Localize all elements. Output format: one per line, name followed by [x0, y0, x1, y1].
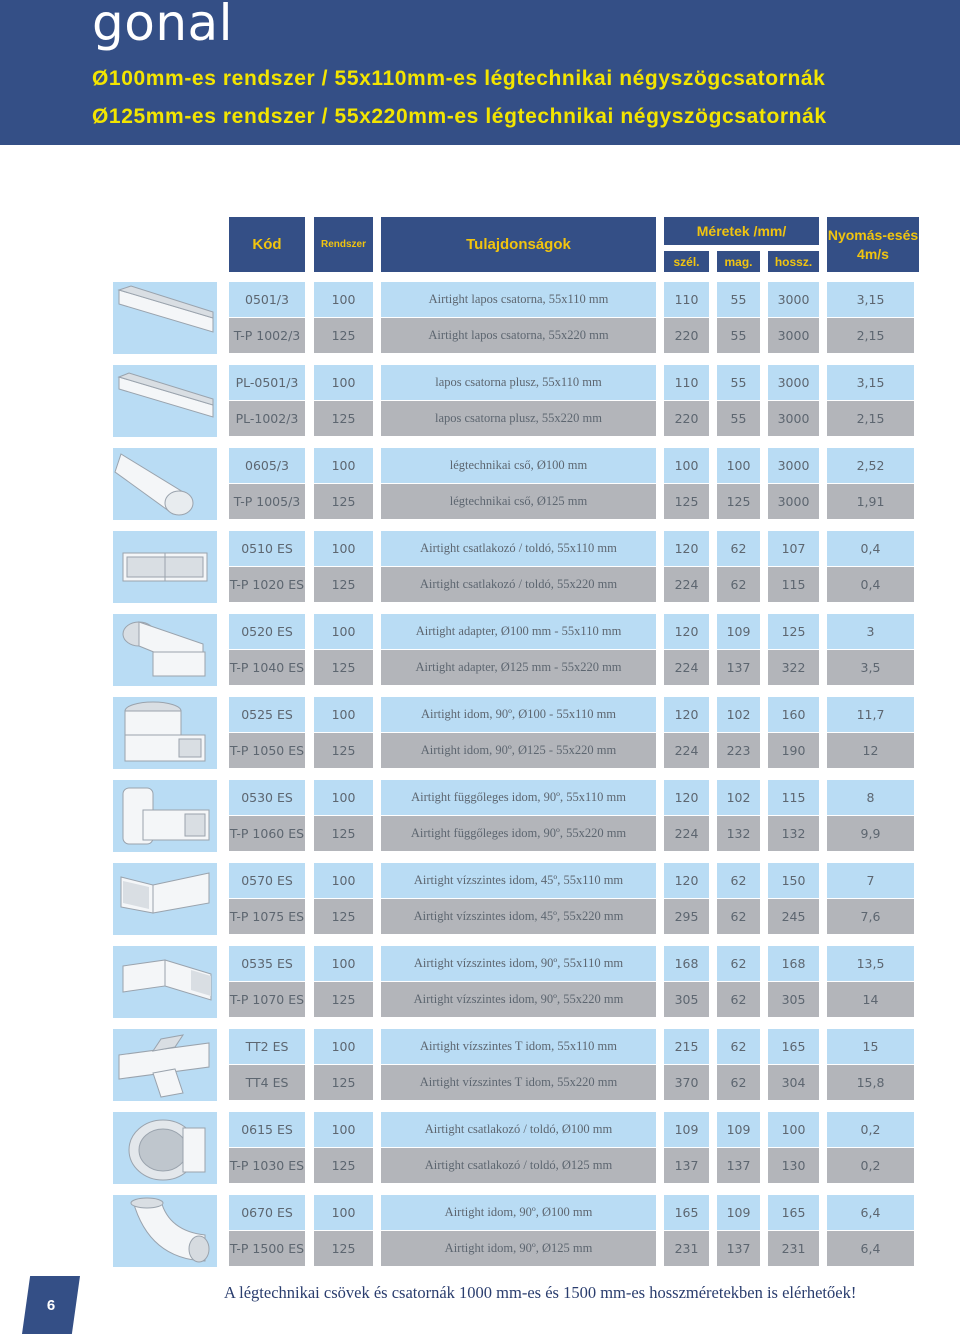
- cell-rendszer: 100: [314, 1195, 373, 1230]
- cell-rendszer: 125: [314, 567, 373, 603]
- cell-tulajdonsag: Airtight csatlakozó / toldó, Ø125 mm: [381, 1148, 656, 1184]
- cell-mag: 137: [717, 1231, 760, 1267]
- cell-nyomases: 3,15: [827, 282, 914, 317]
- cell-rendszer: 125: [314, 899, 373, 935]
- cell-hossz: 115: [768, 567, 819, 603]
- cell-tulajdonsag: Airtight idom, 90º, Ø125 - 55x220 mm: [381, 733, 656, 769]
- cell-tulajdonsag: Airtight idom, 90º, Ø125 mm: [381, 1231, 656, 1267]
- cell-rendszer: 100: [314, 697, 373, 732]
- column-header-kod: Kód: [229, 217, 305, 272]
- cell-kod: T-P 1050 ES: [229, 733, 305, 769]
- cell-nyomases: 15,8: [827, 1065, 914, 1101]
- cell-rendszer: 100: [314, 448, 373, 483]
- cell-mag: 62: [717, 531, 760, 566]
- flat-connector-icon: [113, 531, 217, 603]
- cell-hossz: 304: [768, 1065, 819, 1101]
- cell-szel: 165: [664, 1195, 709, 1230]
- cell-szel: 231: [664, 1231, 709, 1267]
- cell-tulajdonsag: Airtight vízszintes idom, 90º, 55x220 mm: [381, 982, 656, 1018]
- cell-rendszer: 100: [314, 946, 373, 981]
- page-number: 6: [46, 1296, 56, 1314]
- cell-tulajdonsag: Airtight csatlakozó / toldó, 55x110 mm: [381, 531, 656, 566]
- cell-mag: 132: [717, 816, 760, 852]
- cell-nyomases: 0,2: [827, 1148, 914, 1184]
- cell-mag: 62: [717, 567, 760, 603]
- cell-tulajdonsag: Airtight vízszintes idom, 45º, 55x220 mm: [381, 899, 656, 935]
- cell-hossz: 150: [768, 863, 819, 898]
- cell-szel: 109: [664, 1112, 709, 1147]
- cell-kod: T-P 1030 ES: [229, 1148, 305, 1184]
- cell-szel: 215: [664, 1029, 709, 1064]
- cell-nyomases: 3,5: [827, 650, 914, 686]
- vertical-elbow-icon: [113, 780, 217, 852]
- cell-tulajdonsag: Airtight adapter, Ø125 mm - 55x220 mm: [381, 650, 656, 686]
- cell-rendszer: 100: [314, 780, 373, 815]
- cell-rendszer: 100: [314, 282, 373, 317]
- brand-logo: gonal: [92, 0, 234, 52]
- cell-nyomases: 15: [827, 1029, 914, 1064]
- cell-kod: 0530 ES: [229, 780, 305, 815]
- cell-nyomases: 3,15: [827, 365, 914, 400]
- cell-tulajdonsag: lapos csatorna plusz, 55x220 mm: [381, 401, 656, 437]
- cell-nyomases: 8: [827, 780, 914, 815]
- column-header-hossz: hossz.: [768, 251, 819, 272]
- cell-szel: 305: [664, 982, 709, 1018]
- cell-hossz: 231: [768, 1231, 819, 1267]
- column-header-meretek: Méretek /mm/: [664, 217, 819, 245]
- cell-kod: 0501/3: [229, 282, 305, 317]
- cell-kod: PL-1002/3: [229, 401, 305, 437]
- cell-kod: T-P 1500 ES: [229, 1231, 305, 1267]
- cell-nyomases: 12: [827, 733, 914, 769]
- cell-nyomases: 6,4: [827, 1231, 914, 1267]
- cell-rendszer: 100: [314, 863, 373, 898]
- cell-mag: 55: [717, 401, 760, 437]
- cell-rendszer: 100: [314, 614, 373, 649]
- cell-tulajdonsag: Airtight lapos csatorna, 55x110 mm: [381, 282, 656, 317]
- cell-tulajdonsag: Airtight vízszintes T idom, 55x220 mm: [381, 1065, 656, 1101]
- cell-szel: 137: [664, 1148, 709, 1184]
- cell-hossz: 160: [768, 697, 819, 732]
- cell-rendszer: 100: [314, 1029, 373, 1064]
- cell-kod: T-P 1070 ES: [229, 982, 305, 1018]
- cell-mag: 137: [717, 650, 760, 686]
- cell-mag: 62: [717, 946, 760, 981]
- cell-mag: 223: [717, 733, 760, 769]
- cell-hossz: 132: [768, 816, 819, 852]
- header-banner: [0, 0, 960, 145]
- cell-szel: 120: [664, 780, 709, 815]
- cell-nyomases: 2,52: [827, 448, 914, 483]
- cell-hossz: 190: [768, 733, 819, 769]
- cell-tulajdonsag: légtechnikai cső, Ø125 mm: [381, 484, 656, 520]
- cell-kod: 0570 ES: [229, 863, 305, 898]
- cell-szel: 224: [664, 733, 709, 769]
- cell-kod: T-P 1075 ES: [229, 899, 305, 935]
- cell-kod: 0670 ES: [229, 1195, 305, 1230]
- cell-nyomases: 7: [827, 863, 914, 898]
- headline-125mm-system: Ø125mm-es rendszer / 55x220mm-es légtechnikai négyszögcsatornák: [92, 105, 827, 128]
- cell-hossz: 165: [768, 1029, 819, 1064]
- cell-hossz: 3000: [768, 484, 819, 520]
- cell-nyomases: 0,4: [827, 531, 914, 566]
- cell-hossz: 3000: [768, 401, 819, 437]
- cell-tulajdonsag: lapos csatorna plusz, 55x110 mm: [381, 365, 656, 400]
- cell-tulajdonsag: Airtight csatlakozó / toldó, Ø100 mm: [381, 1112, 656, 1147]
- cell-tulajdonsag: Airtight vízszintes T idom, 55x110 mm: [381, 1029, 656, 1064]
- cell-tulajdonsag: Airtight vízszintes idom, 45º, 55x110 mm: [381, 863, 656, 898]
- cell-rendszer: 125: [314, 1231, 373, 1267]
- flat-duct-plus-icon: [113, 365, 217, 437]
- cell-hossz: 125: [768, 614, 819, 649]
- cell-tulajdonsag: Airtight függőleges idom, 90º, 55x110 mm: [381, 780, 656, 815]
- cell-mag: 102: [717, 780, 760, 815]
- cell-kod: T-P 1005/3: [229, 484, 305, 520]
- cell-mag: 55: [717, 318, 760, 354]
- cell-hossz: 3000: [768, 365, 819, 400]
- cell-rendszer: 125: [314, 816, 373, 852]
- cell-rendszer: 125: [314, 318, 373, 354]
- cell-hossz: 100: [768, 1112, 819, 1147]
- cell-hossz: 168: [768, 946, 819, 981]
- cell-szel: 370: [664, 1065, 709, 1101]
- cell-kod: 0520 ES: [229, 614, 305, 649]
- cell-kod: PL-0501/3: [229, 365, 305, 400]
- cell-szel: 125: [664, 484, 709, 520]
- cell-szel: 220: [664, 401, 709, 437]
- cell-kod: T-P 1002/3: [229, 318, 305, 354]
- cell-mag: 62: [717, 982, 760, 1018]
- cell-tulajdonsag: Airtight vízszintes idom, 90º, 55x110 mm: [381, 946, 656, 981]
- cell-hossz: 322: [768, 650, 819, 686]
- cell-nyomases: 1,91: [827, 484, 914, 520]
- cell-nyomases: 7,6: [827, 899, 914, 935]
- cell-rendszer: 125: [314, 401, 373, 437]
- cell-hossz: 3000: [768, 282, 819, 317]
- cell-tulajdonsag: Airtight lapos csatorna, 55x220 mm: [381, 318, 656, 354]
- cell-mag: 109: [717, 614, 760, 649]
- column-header-nyomases: Nyomás-esés 4m/s: [827, 217, 919, 272]
- cell-szel: 120: [664, 614, 709, 649]
- round-connector-icon: [113, 1112, 217, 1184]
- cell-hossz: 165: [768, 1195, 819, 1230]
- column-header-szel: szél.: [664, 251, 709, 272]
- cell-szel: 120: [664, 863, 709, 898]
- cell-szel: 100: [664, 448, 709, 483]
- cell-kod: 0510 ES: [229, 531, 305, 566]
- cell-tulajdonsag: Airtight függőleges idom, 90º, 55x220 mm: [381, 816, 656, 852]
- cell-rendszer: 100: [314, 1112, 373, 1147]
- horizontal-bend-90-icon: [113, 946, 217, 1018]
- cell-rendszer: 100: [314, 365, 373, 400]
- cell-tulajdonsag: légtechnikai cső, Ø100 mm: [381, 448, 656, 483]
- round-to-flat-elbow-icon: [113, 697, 217, 769]
- cell-kod: T-P 1040 ES: [229, 650, 305, 686]
- column-header-mag: mag.: [717, 251, 760, 272]
- cell-tulajdonsag: Airtight idom, 90º, Ø100 mm: [381, 1195, 656, 1230]
- cell-rendszer: 125: [314, 733, 373, 769]
- horizontal-bend-45-icon: [113, 863, 217, 935]
- cell-kod: T-P 1060 ES: [229, 816, 305, 852]
- cell-nyomases: 6,4: [827, 1195, 914, 1230]
- cell-tulajdonsag: Airtight adapter, Ø100 mm - 55x110 mm: [381, 614, 656, 649]
- cell-mag: 125: [717, 484, 760, 520]
- cell-hossz: 115: [768, 780, 819, 815]
- cell-tulajdonsag: Airtight csatlakozó / toldó, 55x220 mm: [381, 567, 656, 603]
- cell-kod: TT4 ES: [229, 1065, 305, 1101]
- cell-nyomases: 0,2: [827, 1112, 914, 1147]
- cell-hossz: 245: [768, 899, 819, 935]
- cell-rendszer: 125: [314, 1148, 373, 1184]
- cell-hossz: 305: [768, 982, 819, 1018]
- cell-rendszer: 125: [314, 1065, 373, 1101]
- cell-szel: 110: [664, 365, 709, 400]
- cell-mag: 100: [717, 448, 760, 483]
- cell-nyomases: 14: [827, 982, 914, 1018]
- cell-mag: 109: [717, 1195, 760, 1230]
- cell-nyomases: 0,4: [827, 567, 914, 603]
- column-header-tulajdonsagok: Tulajdonságok: [381, 217, 656, 272]
- cell-hossz: 107: [768, 531, 819, 566]
- cell-rendszer: 100: [314, 531, 373, 566]
- headline-100mm-system: Ø100mm-es rendszer / 55x110mm-es légtechnikai négyszögcsatornák: [92, 67, 826, 90]
- footnote: A légtechnikai csövek és csatornák 1000 mm-es és 1500 mm-es hosszméretekben is elérhetőek!: [224, 1283, 857, 1302]
- cell-szel: 224: [664, 650, 709, 686]
- cell-nyomases: 11,7: [827, 697, 914, 732]
- cell-nyomases: 2,15: [827, 318, 914, 354]
- cell-rendszer: 125: [314, 982, 373, 1018]
- cell-mag: 62: [717, 899, 760, 935]
- cell-szel: 168: [664, 946, 709, 981]
- cell-nyomases: 2,15: [827, 401, 914, 437]
- cell-rendszer: 125: [314, 650, 373, 686]
- cell-szel: 120: [664, 531, 709, 566]
- cell-szel: 120: [664, 697, 709, 732]
- cell-mag: 62: [717, 863, 760, 898]
- cell-kod: T-P 1020 ES: [229, 567, 305, 603]
- cell-mag: 62: [717, 1065, 760, 1101]
- cell-szel: 224: [664, 816, 709, 852]
- cell-hossz: 130: [768, 1148, 819, 1184]
- cell-rendszer: 125: [314, 484, 373, 520]
- cell-kod: 0525 ES: [229, 697, 305, 732]
- cell-szel: 295: [664, 899, 709, 935]
- cell-nyomases: 9,9: [827, 816, 914, 852]
- flat-duct-icon: [113, 282, 217, 354]
- cell-mag: 102: [717, 697, 760, 732]
- cell-szel: 220: [664, 318, 709, 354]
- cell-nyomases: 13,5: [827, 946, 914, 981]
- column-header-rendszer: Rendszer: [314, 217, 373, 272]
- cell-szel: 224: [664, 567, 709, 603]
- cell-tulajdonsag: Airtight idom, 90º, Ø100 - 55x110 mm: [381, 697, 656, 732]
- cell-kod: 0535 ES: [229, 946, 305, 981]
- cell-hossz: 3000: [768, 448, 819, 483]
- horizontal-t-piece-icon: [113, 1029, 217, 1101]
- cell-hossz: 3000: [768, 318, 819, 354]
- round-to-flat-adapter-icon: [113, 614, 217, 686]
- cell-szel: 110: [664, 282, 709, 317]
- cell-kod: 0605/3: [229, 448, 305, 483]
- cell-mag: 137: [717, 1148, 760, 1184]
- round-elbow-90-icon: [113, 1195, 217, 1267]
- cell-mag: 55: [717, 282, 760, 317]
- cell-mag: 55: [717, 365, 760, 400]
- cell-nyomases: 3: [827, 614, 914, 649]
- cell-kod: TT2 ES: [229, 1029, 305, 1064]
- cell-mag: 62: [717, 1029, 760, 1064]
- round-pipe-icon: [113, 448, 217, 520]
- cell-kod: 0615 ES: [229, 1112, 305, 1147]
- cell-mag: 109: [717, 1112, 760, 1147]
